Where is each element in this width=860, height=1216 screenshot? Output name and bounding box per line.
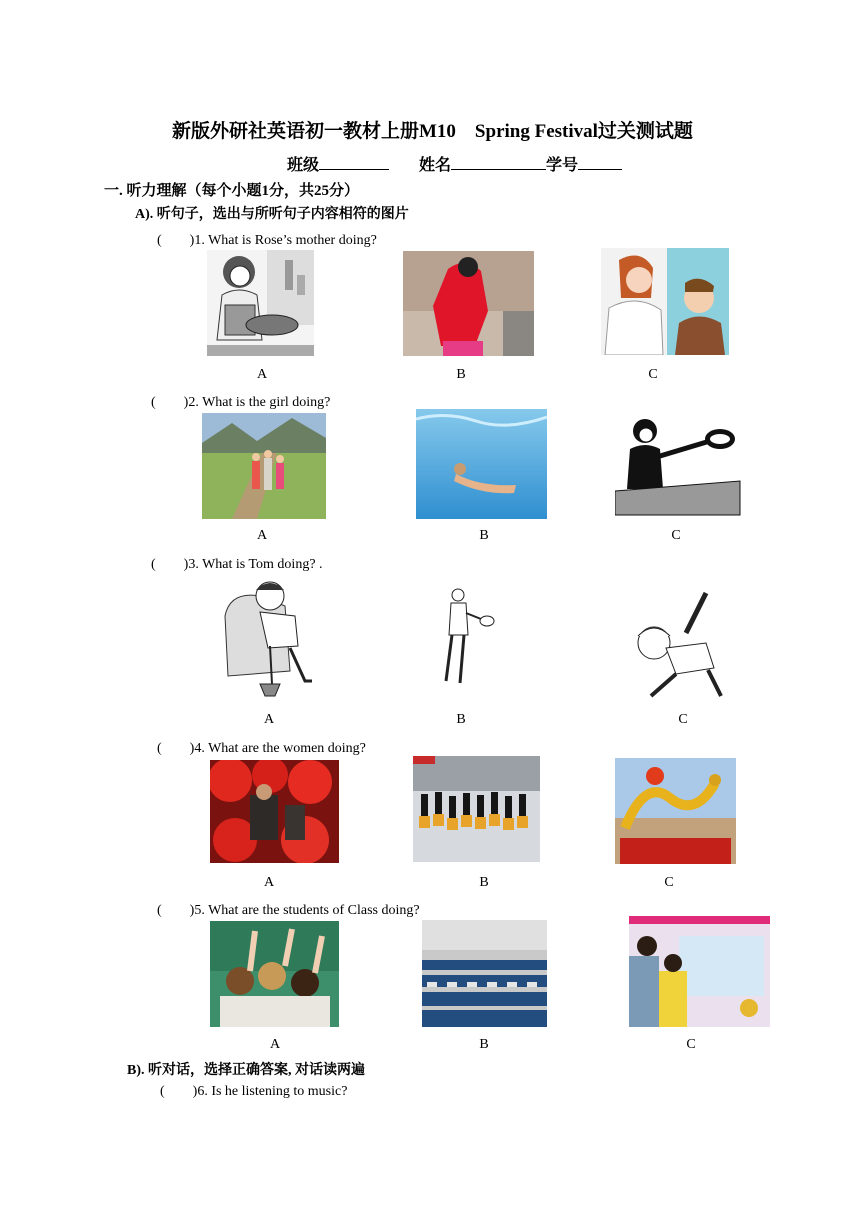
option-label: A [263, 875, 275, 890]
option-label: A [269, 1037, 281, 1052]
name-blank[interactable] [451, 153, 546, 170]
question-text: ( )6. Is he listening to music? [160, 1084, 348, 1099]
part-a-instruction: A). 听句子，选出与所听句子内容相符的图片 [135, 207, 409, 222]
students-raising-hands-photo [210, 921, 339, 1027]
option-label: B [456, 367, 466, 382]
option-label: C [671, 528, 681, 543]
class-label: 班级 [287, 157, 320, 174]
boy-stretching-drawing [626, 588, 732, 699]
number-blank[interactable] [578, 153, 622, 170]
option-label: C [648, 367, 658, 382]
children-at-notice-board-photo [629, 916, 770, 1027]
option-label: B [479, 528, 489, 543]
dragon-dance-photo [615, 758, 736, 864]
girl-swimming-underwater-photo [416, 409, 547, 519]
question-text: ( )5. What are the students of Class doing? [157, 903, 420, 918]
section-heading: 一. 听力理解（每个小题1分，共25分） [104, 183, 360, 199]
option-label: A [263, 712, 275, 727]
man-playing-tennis-drawing [416, 585, 530, 689]
boy-sweeping-drawing [220, 576, 317, 698]
person-in-red-jacket-photo [403, 251, 534, 356]
woman-cleaning-window-drawing [615, 411, 742, 517]
students-in-hall-photo [422, 920, 547, 1027]
option-label: B [479, 875, 489, 890]
option-label: B [479, 1037, 489, 1052]
option-label: A [256, 528, 268, 543]
question-text: ( )4. What are the women doing? [157, 741, 366, 756]
question-text: ( )3. What is Tom doing? . [151, 557, 323, 572]
page-title: 新版外研社英语初一教材上册M10 Spring Festival过关测试题 [172, 121, 693, 142]
people-making-red-lanterns-photo [210, 760, 339, 863]
option-label: C [678, 712, 688, 727]
number-label: 学号 [546, 157, 579, 174]
student-info-line [287, 152, 622, 175]
family-hiking-photo [202, 413, 326, 519]
doctor-checking-boy-drawing [601, 248, 729, 355]
option-label: A [256, 367, 268, 382]
option-label: C [664, 875, 674, 890]
option-label: C [686, 1037, 696, 1052]
women-dancing-photo [413, 756, 540, 862]
question-text: ( )1. What is Rose’s mother doing? [157, 233, 377, 248]
name-label: 姓名 [419, 157, 452, 174]
option-label: B [456, 712, 466, 727]
class-blank[interactable] [319, 153, 389, 170]
part-b-instruction: B). 听对话，选择正确答案, 对话读两遍 [127, 1063, 365, 1078]
woman-cooking-drawing [207, 250, 314, 356]
question-text: ( )2. What is the girl doing? [151, 395, 331, 410]
